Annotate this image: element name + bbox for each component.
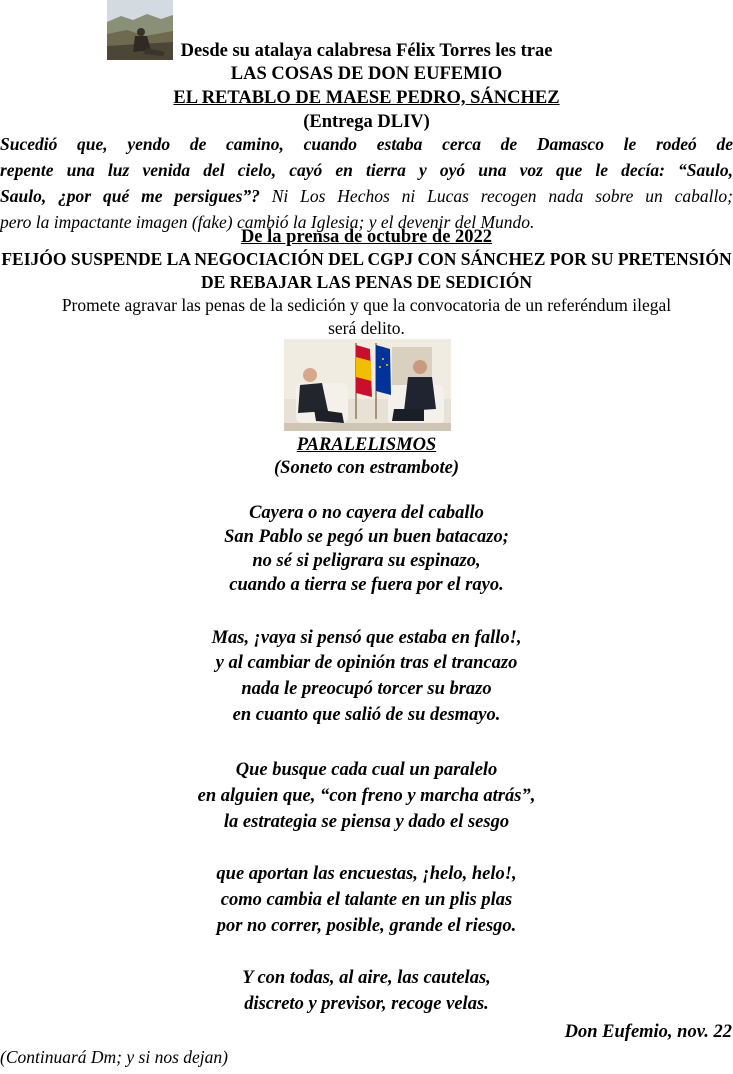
intro-quote: Saulo, ¿por qué me persigues”?: [0, 186, 260, 206]
poem-subtitle: (Soneto con estrambote): [274, 458, 459, 478]
signature: Don Eufemio, nov. 22: [564, 1022, 732, 1042]
poem-verse: y al cambiar de opinión tras el trancazo: [215, 653, 518, 673]
column-title: EL RETABLO DE MAESE PEDRO, SÁNCHEZ: [173, 88, 560, 108]
intro-line: [0, 183, 733, 209]
press-subhead: será delito.: [328, 318, 405, 338]
press-date-heading: De la prensa de octubre de 2022: [240, 227, 493, 247]
meeting-photo: [284, 339, 451, 431]
intro-line: Sucedió que, yendo de camino, cuando estaba cerca de Damasco le rodeó de: [0, 134, 733, 154]
press-headline: FEIJÓO SUSPENDE LA NEGOCIACIÓN DEL CGPJ CON SÁNCHEZ POR SU PRETENSIÓN: [1, 249, 732, 269]
poem-title: PARALELISMOS: [296, 435, 437, 455]
poem-verse: nada le preocupó torcer su brazo: [241, 679, 492, 699]
poem-verse: San Pablo se pegó un buen batacazo;: [224, 527, 509, 547]
press-headline: DE REBAJAR LAS PENAS DE SEDICIÓN: [200, 272, 533, 292]
poem-verse: como cambia el talante en un plis plas: [220, 890, 513, 910]
poem-verse: discreto y previsor, recoge velas.: [244, 994, 489, 1014]
poem-verse: Mas, ¡vaya si pensó que estaba en fallo!,: [211, 628, 522, 648]
intro-text: Ni Los Hechos ni Lucas recogen nada sobre un caballo;: [259, 186, 733, 206]
poem-verse: Y con todas, al aire, las cautelas,: [242, 968, 491, 988]
poem-verse: en cuanto que salió de su desmayo.: [232, 705, 501, 725]
poem-verse: Cayera o no cayera del caballo: [249, 503, 484, 523]
entrega-label: (Entrega DLIV): [303, 112, 430, 132]
series-title: LAS COSAS DE DON EUFEMIO: [230, 64, 503, 84]
footer-note: (Continuará Dm; y si nos dejan): [0, 1047, 228, 1067]
poem-verse: cuando a tierra se fuera por el rayo.: [229, 575, 504, 595]
poem-verse: por no correr, posible, grande el riesgo.: [216, 916, 517, 936]
intro-paragraph: [0, 131, 733, 235]
poem-verse: que aportan las encuestas, ¡helo, helo!,: [216, 864, 517, 884]
poem-verse: Que busque cada cual un paralelo: [235, 760, 498, 780]
press-subhead: Promete agravar las penas de la sedición y que la convocatoria de un referéndum ilegal: [61, 295, 672, 315]
intro-line: repente una luz venida del cielo, cayó en tierra y oyó una voz que le decía: “Saulo,: [0, 160, 733, 180]
poem-verse: no sé si peligrara su espinazo,: [252, 551, 481, 571]
poem-verse: la estrategia se piensa y dado el sesgo: [223, 812, 510, 832]
byline: Desde su atalaya calabresa Félix Torres les trae: [180, 41, 553, 61]
poem-verse: en alguien que, “con freno y marcha atrás”,: [197, 786, 536, 806]
intro-line: pero la impactante imagen (fake) cambió la Iglesia; y el devenir del Mundo.: [0, 212, 535, 232]
